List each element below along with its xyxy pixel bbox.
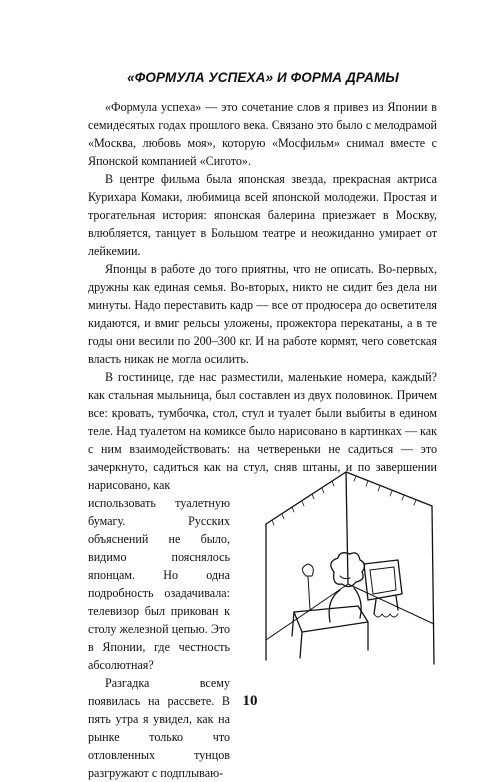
paragraph-continuation: использовать туалетную бумагу. Русских объяснений не было, видимо пояснялось японцам. Но одна подробность озадачивала: телевизор был прикован к столу железной цепью. Это в Японии, где честность абсолютная? (88, 496, 230, 672)
paragraph: В гостинице, где нас разместили, маленькие номера, каждый? как стальная мыльница, был составлен из двух половинок. Причем все: кровать, тумбочка, стол, стул и туалет были выбиты в едином теле. Над туалетом на комиксе было нарисовано в картинках — как с ним взаимодействовать: на четвереньки не садиться — это зачеркнуто, садиться как на стул, сняв штаны, и по завершении нарисовано, как (88, 370, 437, 492)
page-number: 10 (242, 693, 258, 709)
paragraph: «Формула успеха» — это сочетание слов я привез из Японии в семидесятых годах прошлого века. Связано это было с мелодрамой «Москва, любовь моя», которую «Мосфильм» снимал вместе с Японской компанией «Сигото». (88, 100, 437, 168)
paragraph: Разгадка всему появилась на рассвете. В пять утра я увидел, как на рынке только что отловленных тунцов разгружают с подплываю- (88, 676, 230, 780)
paragraph: Японцы в работе до того приятны, что не описать. Во-первых, дружны как единая семья. Во-вторых, никто не сидит без дела ни минуты. Надо переставить кадр — все от продюсера до осветителя кидаются, и вмиг рельсы уложены, прожектора перекатаны, а в те годы они весили по 200–300 кг. И на работе кормят, чего советская власть никак не могла осилить. (88, 262, 437, 366)
hotel-room-sketch (236, 464, 440, 666)
body-text (88, 98, 437, 782)
text-beside-illustration (88, 494, 230, 782)
chapter-title: «ФОРМУЛА УСПЕХА» И ФОРМА ДРАМЫ (127, 70, 399, 85)
paragraph: В центре фильма была японская звезда, прекрасная актриса Курихара Комаки, любимица всей японской молодежи. Простая и трогательная история: японская балерина приезжает в Москву, влюбляется, танцует в Большом театре и неожиданно умирает от лейкемии. (88, 172, 437, 258)
